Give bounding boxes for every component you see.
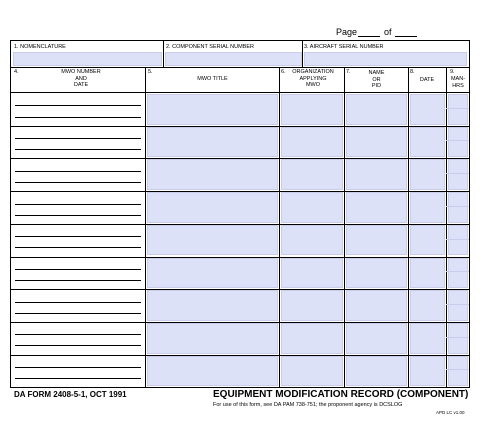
name-pid-field[interactable]: [346, 356, 407, 387]
mwo-title-field[interactable]: [147, 225, 278, 256]
col-divider: [344, 67, 345, 387]
man-hrs-divider: [446, 337, 469, 338]
organization-field[interactable]: [281, 323, 343, 354]
date-field[interactable]: [410, 192, 445, 223]
man-hrs-field[interactable]: [448, 258, 468, 289]
organization-field[interactable]: [281, 356, 343, 387]
col-header-mwo-title: MWO TITLE: [197, 76, 228, 82]
mwo-number-line[interactable]: [15, 105, 141, 106]
man-hrs-field[interactable]: [448, 290, 468, 321]
organization-field[interactable]: [281, 192, 343, 223]
date-field[interactable]: [410, 225, 445, 256]
apd-version: APD LC v1.00: [436, 410, 465, 415]
organization-field[interactable]: [281, 258, 343, 289]
organization-field[interactable]: [281, 290, 343, 321]
date-field[interactable]: [410, 94, 445, 125]
name-pid-field[interactable]: [346, 323, 407, 354]
nomenclature-field[interactable]: [13, 52, 162, 66]
col-header-date: DATE: [419, 77, 435, 83]
mwo-number-line[interactable]: [15, 302, 141, 303]
component-serial-field[interactable]: [165, 52, 302, 66]
mwo-date-line[interactable]: [15, 149, 141, 150]
date-field[interactable]: [410, 127, 445, 158]
divider: [11, 92, 469, 93]
man-hrs-field[interactable]: [448, 323, 468, 354]
col-divider: [446, 67, 447, 387]
form-subtitle: For use of this form, see DA PAM 738-751; the proponent agency is DCSLOG: [213, 402, 403, 408]
mwo-title-field[interactable]: [147, 192, 278, 223]
divider: [163, 41, 164, 67]
date-field[interactable]: [410, 356, 445, 387]
organization-field[interactable]: [281, 225, 343, 256]
of-label: of: [384, 27, 392, 37]
component-serial-label: 2. COMPONENT SERIAL NUMBER: [166, 44, 255, 50]
name-pid-field[interactable]: [346, 94, 407, 125]
name-pid-field[interactable]: [346, 225, 407, 256]
date-field[interactable]: [410, 258, 445, 289]
date-field[interactable]: [410, 159, 445, 190]
mwo-number-line[interactable]: [15, 138, 141, 139]
col-num-4: 4.: [14, 69, 19, 75]
col-header-man-hrs: MAN- HRS: [450, 76, 466, 89]
organization-field[interactable]: [281, 94, 343, 125]
man-hrs-field[interactable]: [448, 127, 468, 158]
man-hrs-divider: [446, 108, 469, 109]
col-divider: [279, 67, 280, 387]
aircraft-serial-label: 3. AIRCRAFT SERIAL NUMBER: [304, 44, 384, 50]
mwo-number-line[interactable]: [15, 171, 141, 172]
man-hrs-field[interactable]: [448, 225, 468, 256]
col-num-5: 5.: [148, 69, 153, 75]
man-hrs-field[interactable]: [448, 356, 468, 387]
col-num-8: 8.: [410, 69, 415, 75]
col-header-name: NAME OR PID: [368, 70, 385, 89]
man-hrs-divider: [446, 369, 469, 370]
mwo-title-field[interactable]: [147, 258, 278, 289]
man-hrs-divider: [446, 304, 469, 305]
mwo-date-line[interactable]: [15, 313, 141, 314]
name-pid-field[interactable]: [346, 258, 407, 289]
mwo-title-field[interactable]: [147, 94, 278, 125]
page-total-field[interactable]: [395, 26, 417, 37]
man-hrs-field[interactable]: [448, 159, 468, 190]
page-number-field[interactable]: [358, 26, 380, 37]
man-hrs-divider: [446, 206, 469, 207]
nomenclature-label: 1. NOMENCLATURE: [14, 44, 66, 50]
mwo-date-line[interactable]: [15, 182, 141, 183]
page-label: Page: [336, 27, 358, 37]
aircraft-serial-field[interactable]: [304, 52, 467, 66]
mwo-title-field[interactable]: [147, 323, 278, 354]
date-field[interactable]: [410, 290, 445, 321]
col-num-6: 6.: [281, 69, 286, 75]
col-divider: [408, 67, 409, 387]
col-num-9: 9.: [450, 69, 455, 75]
form-title: EQUIPMENT MODIFICATION RECORD (COMPONENT): [213, 389, 469, 400]
mwo-title-field[interactable]: [147, 290, 278, 321]
mwo-title-field[interactable]: [147, 356, 278, 387]
organization-field[interactable]: [281, 127, 343, 158]
mwo-number-line[interactable]: [15, 334, 141, 335]
mwo-title-field[interactable]: [147, 127, 278, 158]
date-field[interactable]: [410, 323, 445, 354]
name-pid-field[interactable]: [346, 159, 407, 190]
man-hrs-divider: [446, 239, 469, 240]
man-hrs-field[interactable]: [448, 192, 468, 223]
divider: [11, 67, 469, 68]
mwo-title-field[interactable]: [147, 159, 278, 190]
name-pid-field[interactable]: [346, 192, 407, 223]
name-pid-field[interactable]: [346, 127, 407, 158]
mwo-date-line[interactable]: [15, 215, 141, 216]
mwo-number-line[interactable]: [15, 204, 141, 205]
col-divider: [145, 67, 146, 387]
col-header-organization: ORGANIZATION APPLYING MWO: [292, 69, 334, 88]
man-hrs-divider: [446, 173, 469, 174]
equipment-modification-form: [10, 40, 470, 388]
name-pid-field[interactable]: [346, 290, 407, 321]
mwo-number-line[interactable]: [15, 367, 141, 368]
man-hrs-divider: [446, 140, 469, 141]
col-header-mwo-number: MWO NUMBER AND DATE: [61, 69, 101, 88]
man-hrs-field[interactable]: [448, 94, 468, 125]
mwo-date-line[interactable]: [15, 247, 141, 248]
mwo-number-line[interactable]: [15, 269, 141, 270]
divider: [302, 41, 303, 67]
mwo-date-line[interactable]: [15, 117, 141, 118]
form-id: DA FORM 2408-5-1, OCT 1991: [14, 390, 127, 399]
mwo-date-line[interactable]: [15, 280, 141, 281]
man-hrs-divider: [446, 271, 469, 272]
mwo-date-line[interactable]: [15, 345, 141, 346]
mwo-number-line[interactable]: [15, 236, 141, 237]
col-num-7: 7.: [346, 69, 351, 75]
organization-field[interactable]: [281, 159, 343, 190]
mwo-date-line[interactable]: [15, 378, 141, 379]
